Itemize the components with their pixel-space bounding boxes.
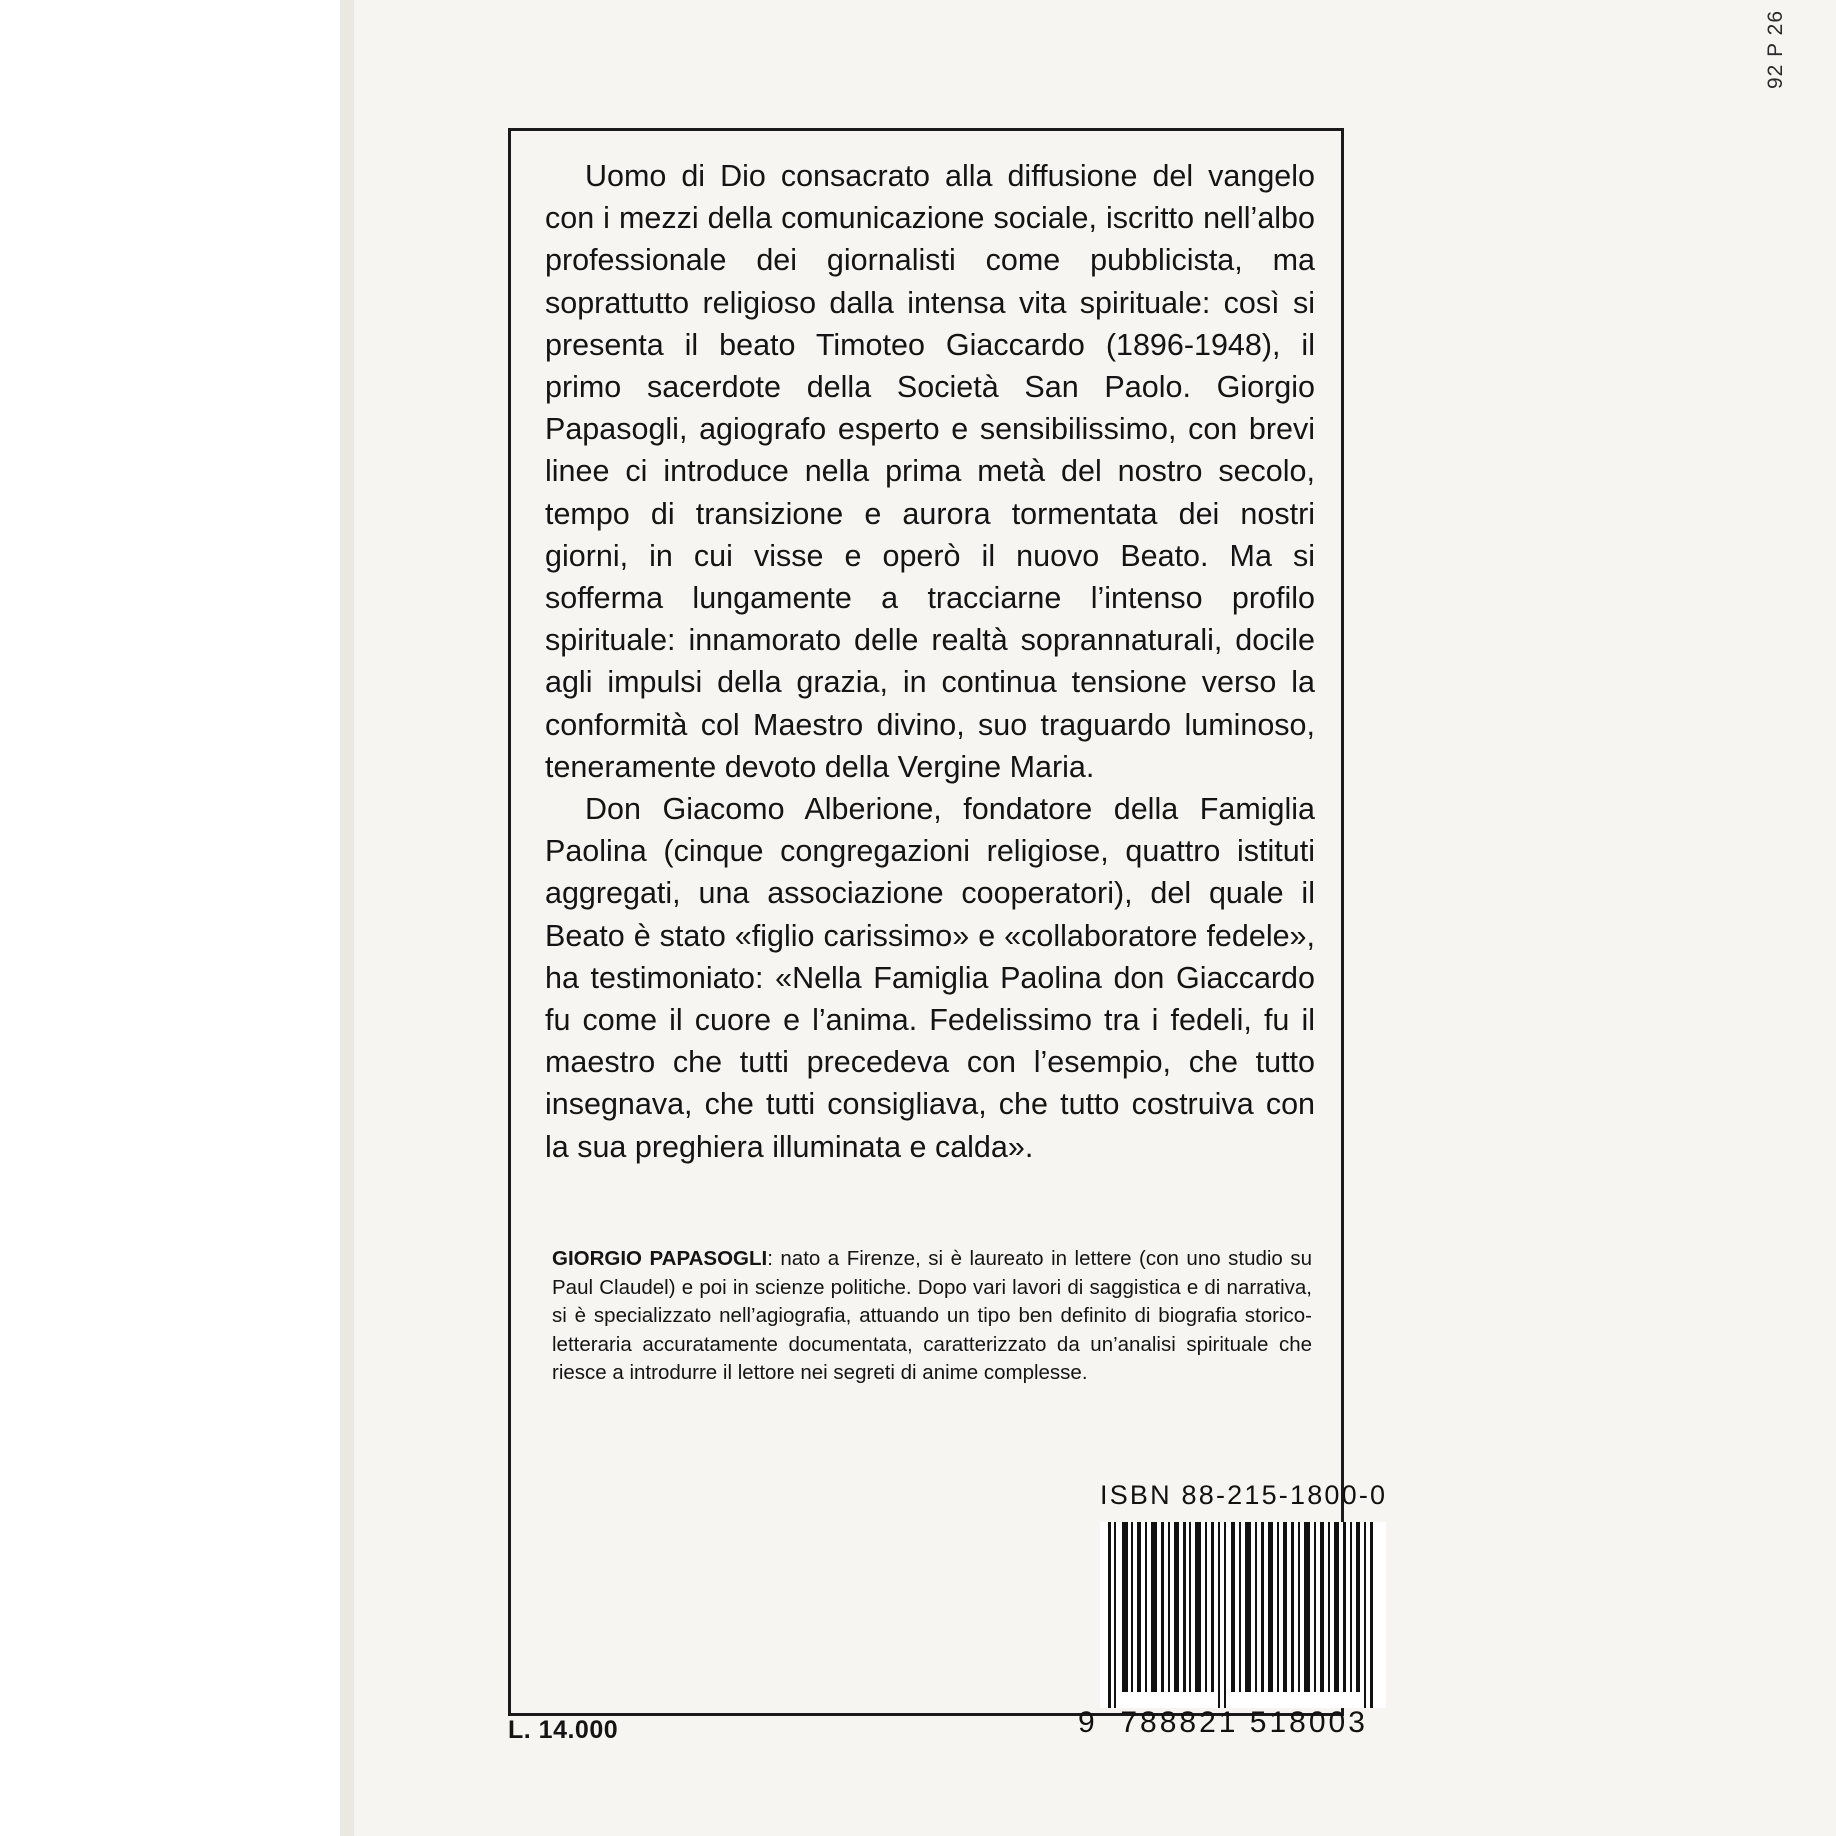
- barcode-icon: [1100, 1522, 1386, 1708]
- barcode: [1100, 1522, 1386, 1708]
- author-name: GIORGIO PAPASOGLI: [552, 1247, 768, 1270]
- isbn-label: ISBN 88-215-1800-0: [1100, 1480, 1388, 1510]
- blurb-text: [545, 155, 1315, 1168]
- catalog-code: 92 P 26: [1764, 10, 1787, 90]
- blurb-paragraph-2: Don Giacomo Alberione, fondatore della Famiglia Paolina (cinque congregazioni religiose, quattro istituti aggregati, una associazione cooperatori), del quale il Beato è stato «figlio carissimo» e «collaboratore fedele», ha testimoniato: «Nella Famiglia Paolina don Giaccardo fu come il cuore e l’anima. Fedelissimo tra i fedeli, fu il maestro che tutti precedeva con l’esempio, che tutto insegnava, che tutti consigliava, che tutto costruiva con la sua preghiera illuminata e calda».: [545, 792, 1315, 1164]
- author-bio-text: : nato a Firenze, si è laureato in lettere (con uno studio su Paul Claudel) e poi in scienze politiche. Dopo vari lavori di saggistica e di narrativa, si è specializzato nell’agiografia, attuando un tipo ben definito di biografia storico-letteraria accuratamente documentata, caratterizzato da un’analisi spirituale che riesce a introdurre il lettore nei segreti di anime complesse.: [552, 1247, 1312, 1384]
- blurb-paragraph-1: Uomo di Dio consacrato alla diffusione del vangelo con i mezzi della comunicazione sociale, iscritto nell’albo professionale dei giornalisti come pubblicista, ma soprattutto religioso dalla intensa vita spirituale: così si presenta il beato Timoteo Giaccardo (1896-1948), il primo sacerdote della Società San Paolo. Giorgio Papasogli, agiografo esperto e sensibilissimo, con brevi linee ci introduce nella prima metà del nostro secolo, tempo di transizione e aurora tormentata dei nostri giorni, in cui visse e operò il nuovo Beato. Ma si sofferma lungamente a tracciarne l’intenso profilo spirituale: innamorato delle realtà soprannaturali, docile agli impulsi della grazia, in continua tensione verso la conformità col Maestro divino, suo traguardo luminoso, teneramente devoto della Vergine Maria.: [545, 159, 1315, 784]
- paper-left-edge-shadow: [340, 0, 354, 1836]
- barcode-digits: 9 788821 518003: [1078, 1706, 1368, 1739]
- author-bio: [552, 1245, 1312, 1388]
- price-label: L. 14.000: [508, 1716, 619, 1744]
